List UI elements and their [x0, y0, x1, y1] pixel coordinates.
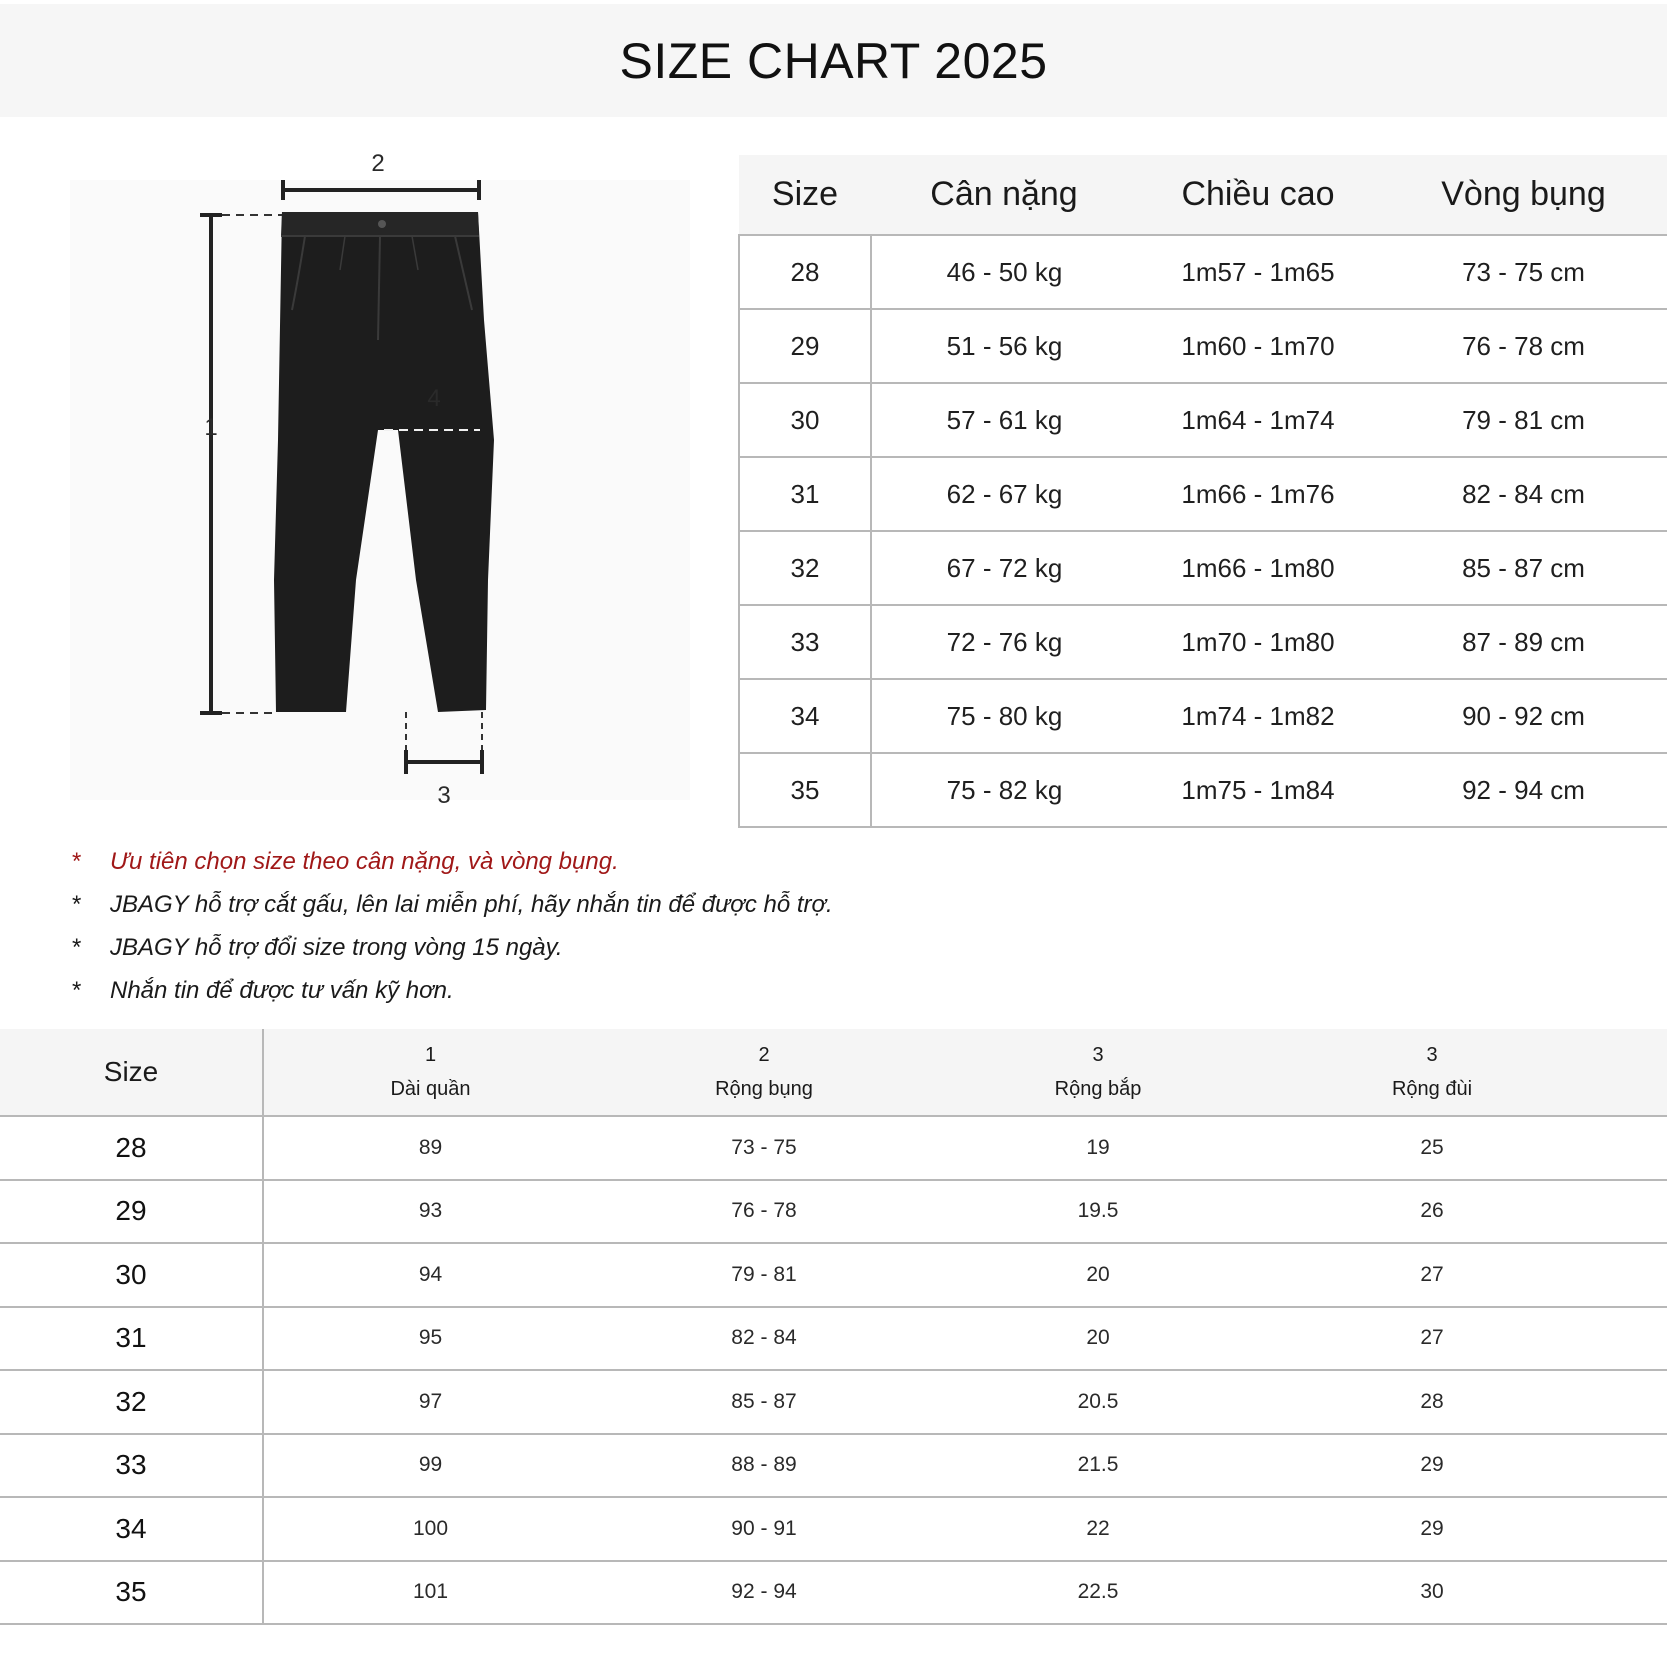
size-cell: 35	[0, 1561, 263, 1625]
table-header-row	[0, 1029, 1667, 1116]
header-number: 2	[758, 1044, 770, 1066]
dimension-label-2: 2	[371, 150, 385, 177]
thigh-width-cell: 30	[1265, 1561, 1667, 1625]
waist-cell: 87 - 89 cm	[1379, 605, 1667, 679]
table-row	[739, 679, 1667, 753]
table-row	[0, 1434, 1667, 1498]
calf-width-cell: 22	[931, 1497, 1265, 1561]
weight-cell: 75 - 82 kg	[871, 753, 1137, 827]
waist-width-cell: 88 - 89	[597, 1434, 931, 1498]
column-header-thigh-width	[1265, 1029, 1667, 1116]
asterisk-marker: *	[72, 890, 82, 918]
weight-cell: 72 - 76 kg	[871, 605, 1137, 679]
size-cell: 33	[739, 605, 871, 679]
thigh-width-cell: 29	[1265, 1434, 1667, 1498]
calf-width-cell: 19.5	[931, 1180, 1265, 1244]
height-cell: 1m64 - 1m74	[1137, 383, 1379, 457]
table-row	[0, 1561, 1667, 1625]
calf-width-cell: 21.5	[931, 1434, 1265, 1498]
size-cell: 33	[0, 1434, 263, 1498]
size-cell: 28	[0, 1116, 263, 1180]
dimension-label-1: 1	[204, 414, 218, 441]
height-cell: 1m74 - 1m82	[1137, 679, 1379, 753]
note-item	[72, 926, 972, 969]
table-row	[0, 1497, 1667, 1561]
calf-width-cell: 20	[931, 1243, 1265, 1307]
column-header-calf-width	[931, 1029, 1265, 1116]
column-header-size: Size	[739, 155, 871, 235]
length-cell: 95	[263, 1307, 597, 1371]
height-cell: 1m66 - 1m76	[1137, 457, 1379, 531]
waist-cell: 73 - 75 cm	[1379, 235, 1667, 309]
length-cell: 99	[263, 1434, 597, 1498]
note-text: JBAGY hỗ trợ cắt gấu, lên lai miễn phí, hãy nhắn tin để được hỗ trợ.	[110, 890, 833, 918]
table-row	[739, 235, 1667, 309]
dimension-label-4: 4	[427, 385, 441, 412]
waist-cell: 92 - 94 cm	[1379, 753, 1667, 827]
measurement-table	[0, 1029, 1667, 1625]
asterisk-marker: *	[72, 933, 82, 961]
column-header-weight: Cân nặng	[871, 155, 1137, 235]
note-text: Ưu tiên chọn size theo cân nặng, và vòng bụng.	[110, 847, 619, 875]
size-cell: 32	[739, 531, 871, 605]
thigh-width-cell: 27	[1265, 1307, 1667, 1371]
height-cell: 1m60 - 1m70	[1137, 309, 1379, 383]
size-cell: 30	[739, 383, 871, 457]
table-header-row	[739, 155, 1667, 235]
weight-cell: 46 - 50 kg	[871, 235, 1137, 309]
weight-cell: 51 - 56 kg	[871, 309, 1137, 383]
asterisk-marker: *	[72, 976, 82, 1004]
size-recommendation-table	[738, 155, 1667, 828]
table-row	[0, 1243, 1667, 1307]
column-header-waist: Vòng bụng	[1379, 155, 1667, 235]
weight-cell: 75 - 80 kg	[871, 679, 1137, 753]
column-header-size: Size	[0, 1029, 263, 1116]
length-cell: 97	[263, 1370, 597, 1434]
pants-illustration	[60, 140, 700, 820]
length-cell: 93	[263, 1180, 597, 1244]
height-cell: 1m66 - 1m80	[1137, 531, 1379, 605]
length-cell: 89	[263, 1116, 597, 1180]
page-title: SIZE CHART 2025	[619, 32, 1048, 89]
waist-width-cell: 76 - 78	[597, 1180, 931, 1244]
calf-width-cell: 19	[931, 1116, 1265, 1180]
size-cell: 30	[0, 1243, 263, 1307]
height-cell: 1m57 - 1m65	[1137, 235, 1379, 309]
waist-width-cell: 79 - 81	[597, 1243, 931, 1307]
column-header-length	[263, 1029, 597, 1116]
length-cell: 100	[263, 1497, 597, 1561]
size-cell: 29	[0, 1180, 263, 1244]
waist-cell: 90 - 92 cm	[1379, 679, 1667, 753]
size-cell: 29	[739, 309, 871, 383]
table-row	[739, 383, 1667, 457]
waist-cell: 85 - 87 cm	[1379, 531, 1667, 605]
waist-width-cell: 82 - 84	[597, 1307, 931, 1371]
note-item	[72, 840, 972, 883]
column-header-height: Chiều cao	[1137, 155, 1379, 235]
waist-cell: 76 - 78 cm	[1379, 309, 1667, 383]
height-cell: 1m75 - 1m84	[1137, 753, 1379, 827]
waist-width-cell: 73 - 75	[597, 1116, 931, 1180]
size-cell: 34	[0, 1497, 263, 1561]
size-cell: 28	[739, 235, 871, 309]
table-row	[739, 531, 1667, 605]
height-cell: 1m70 - 1m80	[1137, 605, 1379, 679]
note-text: JBAGY hỗ trợ đổi size trong vòng 15 ngày.	[110, 933, 563, 961]
size-cell: 35	[739, 753, 871, 827]
table-row	[0, 1370, 1667, 1434]
dimension-label-3: 3	[437, 782, 451, 809]
waist-width-cell: 85 - 87	[597, 1370, 931, 1434]
waist-width-cell: 92 - 94	[597, 1561, 931, 1625]
notes-list	[72, 840, 972, 1012]
thigh-width-cell: 29	[1265, 1497, 1667, 1561]
note-text: Nhắn tin để được tư vấn kỹ hơn.	[110, 976, 454, 1004]
header-label: Rộng đùi	[1391, 1078, 1473, 1100]
weight-cell: 57 - 61 kg	[871, 383, 1137, 457]
size-cell: 31	[739, 457, 871, 531]
table-row	[739, 309, 1667, 383]
size-cell: 34	[739, 679, 871, 753]
size-cell: 31	[0, 1307, 263, 1371]
waist-width-cell: 90 - 91	[597, 1497, 931, 1561]
size-cell: 32	[0, 1370, 263, 1434]
length-cell: 94	[263, 1243, 597, 1307]
note-item	[72, 969, 972, 1012]
thigh-width-cell: 28	[1265, 1370, 1667, 1434]
table-row	[0, 1180, 1667, 1244]
header-number: 3	[1426, 1044, 1438, 1066]
column-header-waist-width	[597, 1029, 931, 1116]
calf-width-cell: 22.5	[931, 1561, 1265, 1625]
thigh-width-cell: 25	[1265, 1116, 1667, 1180]
table-row	[739, 605, 1667, 679]
header-banner	[0, 4, 1667, 117]
table-row	[739, 753, 1667, 827]
table-row	[0, 1307, 1667, 1371]
thigh-width-cell: 26	[1265, 1180, 1667, 1244]
header-number: 1	[424, 1044, 437, 1066]
table-row	[739, 457, 1667, 531]
header-label: Dài quần	[390, 1078, 471, 1100]
waist-cell: 82 - 84 cm	[1379, 457, 1667, 531]
header-label: Rộng bụng	[715, 1078, 813, 1100]
thigh-width-cell: 27	[1265, 1243, 1667, 1307]
table-row	[0, 1116, 1667, 1180]
weight-cell: 67 - 72 kg	[871, 531, 1137, 605]
waist-cell: 79 - 81 cm	[1379, 383, 1667, 457]
length-cell: 101	[263, 1561, 597, 1625]
pants-diagram	[60, 140, 700, 820]
weight-cell: 62 - 67 kg	[871, 457, 1137, 531]
asterisk-marker: *	[72, 847, 82, 875]
header-label: Rộng bắp	[1054, 1078, 1142, 1100]
calf-width-cell: 20	[931, 1307, 1265, 1371]
header-number: 3	[1092, 1044, 1104, 1066]
calf-width-cell: 20.5	[931, 1370, 1265, 1434]
note-item	[72, 883, 972, 926]
